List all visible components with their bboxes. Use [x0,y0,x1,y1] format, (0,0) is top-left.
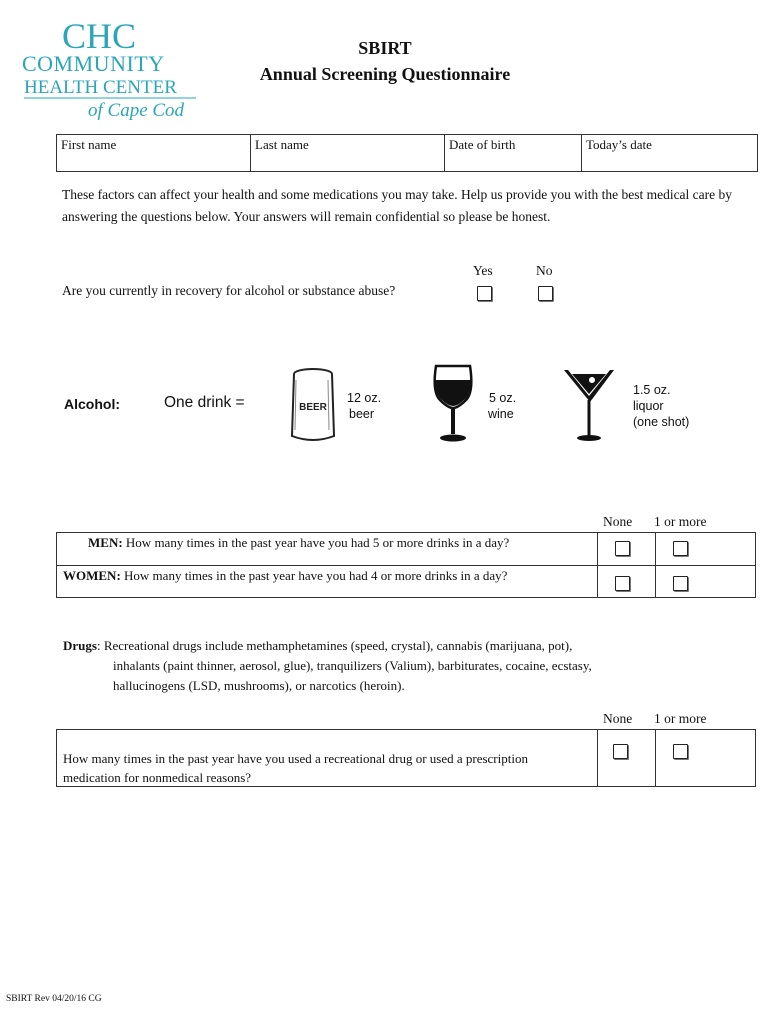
page-subtitle: Annual Screening Questionnaire [259,64,511,84]
beer-can-text: BEER [299,402,327,413]
dob-field[interactable] [445,135,582,172]
men-none-checkbox[interactable] [615,541,630,556]
men-question-text: How many times in the past year have you had 5 or more drinks in a day? [122,535,510,550]
alcohol-more-column-label: 1 or more [654,514,707,529]
drugs-question-line1: How many times in the past year have you used a recreational drug or used a prescription [63,751,528,766]
women-more-checkbox[interactable] [673,576,688,591]
women-label: WOMEN: [63,568,121,583]
drugs-none-checkbox[interactable] [613,744,628,759]
women-none-checkbox[interactable] [615,576,630,591]
martini-glass-icon [562,366,616,449]
beer-amount: 12 oz. [347,391,382,405]
logo-line2: HEALTH CENTER [24,77,177,98]
drugs-none-column-label: None [603,711,633,726]
patient-info-table [56,134,758,172]
drugs-question [63,749,528,787]
todays-date-field[interactable] [582,135,758,172]
drugs-question-line2: medication for nonmedical reasons? [63,770,252,785]
men-question-row [88,535,509,551]
intro-text: These factors can affect your health and some medications you may take. Help us provide you with the best medical care by answering the questions below. Your answers will remain confidential so please be honest. [62,187,733,224]
yes-column-label: Yes [473,263,493,278]
drugs-more-column-label: 1 or more [654,711,707,726]
men-label: MEN: [88,535,123,550]
men-more-checkbox[interactable] [673,541,688,556]
wine-amount: 5 oz. [489,391,517,405]
todays-date-label: Today’s date [586,137,652,152]
liquor-amount: 1.5 oz. [633,383,671,397]
first-name-field[interactable] [57,135,251,172]
liquor-note: (one shot) [633,415,690,429]
drugs-line2: inhalants (paint thinner, aerosol, glue), tranquilizers (Valium), barbiturates, cocaine, ecstasy, [113,658,592,673]
women-question-text: How many times in the past year have you had 4 or more drinks in a day? [120,568,508,583]
drugs-line1: : Recreational drugs include methamphetamines (speed, crystal), cannabis (marijuana, pot), [96,638,573,653]
last-name-label: Last name [255,137,309,152]
one-drink-label: One drink = [164,394,245,411]
drugs-description [63,636,592,696]
drugs-line3: hallucinogens (LSD, mushrooms), or narcotics (heroin). [113,678,405,693]
logo-line1: COMMUNITY [22,51,165,76]
women-question-row [63,568,507,584]
alcohol-none-column-label: None [603,514,633,529]
alcohol-label: Alcohol: [64,396,120,412]
wine-glass-icon [430,362,476,449]
logo-mark: CHC [62,16,137,56]
recovery-yes-checkbox[interactable] [477,286,492,301]
beer-can-icon [288,366,338,449]
page-title: SBIRT [358,38,412,58]
dob-label: Date of birth [449,137,516,152]
no-column-label: No [536,263,553,278]
drugs-label: Drugs [63,638,97,653]
recovery-question: Are you currently in recovery for alcohol or substance abuse? [62,283,396,298]
recovery-no-checkbox[interactable] [538,286,553,301]
revision-footer: SBIRT Rev 04/20/16 CG [6,994,102,1004]
logo-line3: of Cape Cod [88,100,185,121]
wine-name: wine [488,407,514,421]
beer-name: beer [349,407,375,421]
last-name-field[interactable] [251,135,445,172]
drugs-more-checkbox[interactable] [673,744,688,759]
liquor-name: liquor [633,399,664,413]
first-name-label: First name [61,137,117,152]
